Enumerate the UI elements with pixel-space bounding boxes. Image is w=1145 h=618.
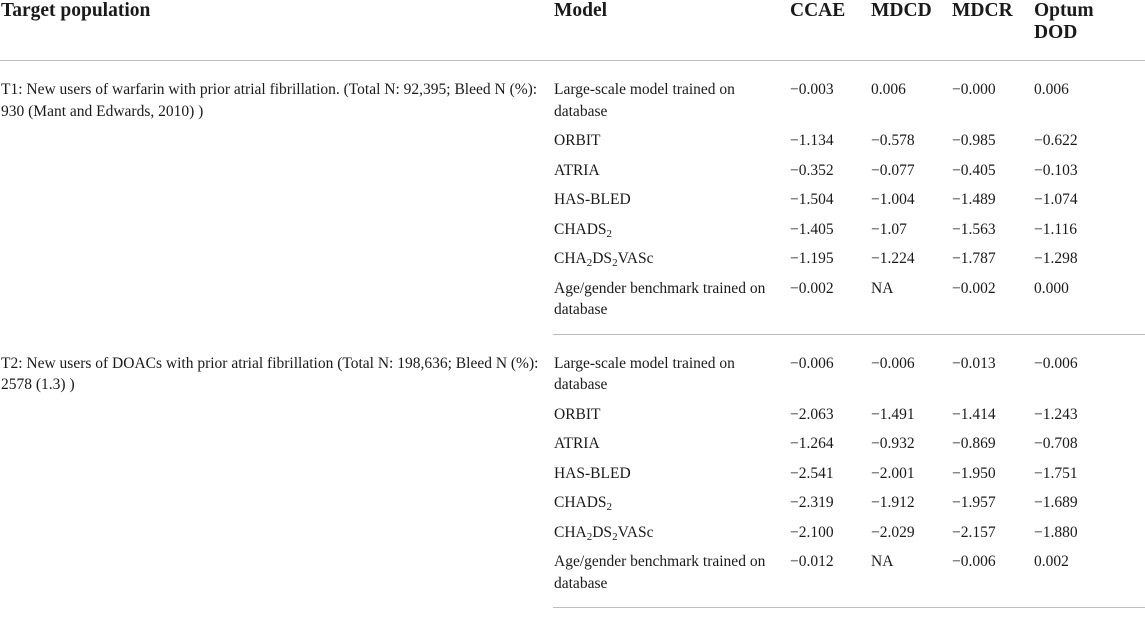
mdcd-value-cell: −1.912 [871, 494, 915, 511]
mdcr-value-cell: −1.787 [952, 250, 996, 267]
optum-value-cell: −1.116 [1034, 220, 1078, 238]
model-cell: ATRIA [554, 161, 600, 179]
ccae-value-cell: −1.195 [790, 250, 834, 267]
header-mdcd: MDCD [871, 0, 952, 61]
model-text-part: CHADS [554, 494, 607, 511]
mdcd-value-cell: −0.578 [871, 132, 915, 149]
optum-value-cell: −1.880 [1034, 523, 1078, 541]
model-cell: HAS-BLED [554, 191, 631, 208]
optum-value-cell: −0.622 [1034, 132, 1078, 149]
model-text-part: DS [592, 523, 613, 541]
model-text-part: CHA [554, 250, 587, 267]
mdcd-value-cell: −1.004 [871, 191, 915, 208]
mdcd-value-cell: −0.932 [871, 435, 915, 452]
model-text-part: CHA [554, 523, 587, 541]
model-cell [553, 219, 790, 249]
mdcr-value-cell: −0.869 [952, 435, 996, 452]
model-text-part: CHADS [554, 220, 607, 238]
ccae-value-cell: −0.002 [790, 278, 871, 335]
header-row [0, 0, 1145, 61]
table-body [0, 61, 1145, 608]
header-ccae: CCAE [790, 0, 871, 61]
target-population-cell: T1: New users of warfarin with prior atrial fibrillation. (Total N: 92,395; Bleed N (%): 930 (Mant and Edwards, 2010) ) [1, 81, 538, 120]
optum-value-cell: −1.298 [1034, 250, 1078, 267]
ccae-value-cell: −1.134 [790, 132, 834, 149]
model-cell: Age/gender benchmark trained on database [553, 278, 790, 335]
optum-value-cell: −0.006 [1034, 354, 1078, 372]
ccae-value-cell: −0.352 [790, 161, 834, 179]
model-cell [553, 522, 790, 552]
model-cell: ORBIT [554, 132, 601, 149]
mdcd-value-cell: −0.006 [871, 354, 915, 372]
table-header [0, 0, 1145, 61]
mdcr-value-cell: −1.950 [952, 464, 996, 482]
mdcr-value-cell: −1.563 [952, 220, 996, 238]
optum-value-cell: −1.074 [1034, 191, 1078, 208]
table-row [0, 353, 1145, 404]
ccae-value-cell: −2.063 [790, 405, 834, 423]
header-optum-line2: DOD [1034, 22, 1078, 43]
mdcd-value-cell: −2.029 [871, 523, 915, 541]
mdcd-value-cell: −0.077 [871, 161, 915, 179]
optum-value-cell: −1.689 [1034, 494, 1078, 511]
model-text-part: VASc [617, 250, 654, 267]
model-text-part: DS [592, 250, 613, 267]
model-cell: Large-scale model trained on database [554, 81, 735, 120]
ccae-value-cell: −0.003 [790, 81, 834, 98]
model-cell: Age/gender benchmark trained on database [553, 551, 790, 608]
optum-value-cell: −1.751 [1034, 464, 1078, 482]
model-subscript: 2 [606, 501, 613, 513]
model-text-part: VASc [617, 523, 654, 541]
mdcd-value-cell: NA [871, 278, 952, 335]
mdcr-value-cell: −2.157 [952, 523, 996, 541]
mdcd-value-cell: −1.491 [871, 405, 915, 423]
ccae-value-cell: −1.405 [790, 220, 834, 238]
header-model: Model [553, 0, 790, 61]
model-subscript: 2 [612, 530, 618, 543]
mdcr-value-cell: −1.489 [952, 191, 996, 208]
ccae-value-cell: −2.541 [790, 464, 834, 482]
optum-value-cell: −1.243 [1034, 405, 1078, 423]
mdcr-value-cell: −1.414 [952, 405, 996, 423]
mdcr-value-cell: −0.405 [952, 161, 996, 179]
model-cell: HAS-BLED [554, 464, 631, 482]
optum-value-cell: −0.103 [1034, 161, 1078, 179]
mdcr-value-cell: −0.013 [952, 354, 996, 372]
header-target-population: Target population [0, 0, 553, 61]
group-spacer [0, 61, 1145, 80]
mdcd-value-cell: −1.224 [871, 250, 915, 267]
group-spacer [0, 334, 1145, 353]
ccae-value-cell: −0.006 [790, 354, 834, 372]
mdcr-value-cell: −1.957 [952, 494, 996, 511]
model-subscript: 2 [612, 257, 618, 269]
mdcd-value-cell: −1.07 [871, 220, 907, 238]
mdcr-value-cell: −0.002 [952, 278, 1034, 335]
ccae-value-cell: −2.319 [790, 494, 834, 511]
optum-value-cell: 0.000 [1034, 278, 1145, 335]
mdcr-value-cell: −0.000 [952, 81, 996, 98]
model-subscript: 2 [606, 227, 613, 240]
mdcd-value-cell: NA [871, 551, 952, 608]
header-optum-dod [1034, 0, 1145, 61]
mdcr-value-cell: −0.985 [952, 132, 996, 149]
table-row [0, 79, 1145, 130]
mdcd-value-cell: −2.001 [871, 464, 915, 482]
optum-value-cell: 0.002 [1034, 551, 1145, 608]
model-cell [553, 492, 790, 522]
mdcr-value-cell: −0.006 [952, 551, 1034, 608]
model-cell: ATRIA [554, 435, 600, 452]
optum-value-cell: −0.708 [1034, 435, 1078, 452]
ccae-value-cell: −1.504 [790, 191, 834, 208]
header-mdcr: MDCR [952, 0, 1034, 61]
model-cell [553, 248, 790, 278]
model-subscript: 2 [586, 530, 593, 543]
target-population-cell: T2: New users of DOACs with prior atrial fibrillation (Total N: 198,636; Bleed N (%): 2578 (1.3) ) [1, 354, 539, 393]
model-subscript: 2 [586, 257, 593, 269]
ccae-value-cell: −0.012 [790, 551, 871, 608]
model-cell: Large-scale model trained on database [554, 354, 735, 393]
model-cell: ORBIT [554, 405, 601, 423]
ccae-value-cell: −2.100 [790, 523, 834, 541]
header-optum-line1: Optum [1034, 0, 1094, 21]
mdcd-value-cell: 0.006 [871, 81, 906, 98]
optum-value-cell: 0.006 [1034, 81, 1069, 98]
ccae-value-cell: −1.264 [790, 435, 834, 452]
